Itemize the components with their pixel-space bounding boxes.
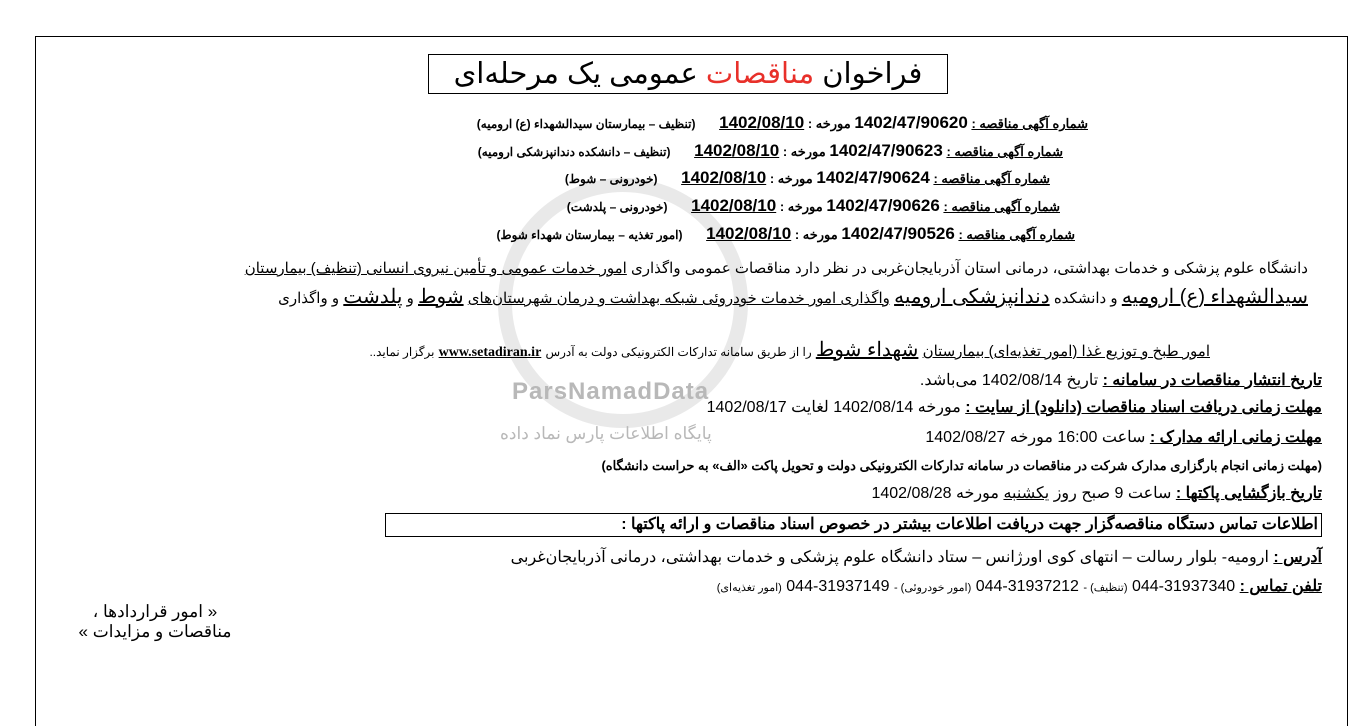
notice-date-label: مورخه : (779, 199, 823, 214)
contact-box-title: اطلاعات تماس دستگاه مناقصه‌گزار جهت دریافت اطلاعات بیشتر در خصوص اسناد مناقصات و ارائه پاکتها : (385, 513, 1322, 537)
notice-label: شماره آگهی مناقصه : (943, 199, 1060, 214)
phone-2: 31937212-044 (975, 578, 1079, 595)
notice-row (567, 196, 1060, 216)
notice-desc: (خودرونی – پلدشت) (566, 200, 668, 214)
paragraph-hospital: سیدالشهداء (ع) ارومیه (1121, 286, 1308, 308)
paragraph-text: و واگذاری (278, 290, 340, 307)
paragraph-text: و دانشکده (1053, 290, 1118, 307)
paragraph-line-3 (369, 337, 1210, 362)
opening-value: ساعت 9 صبح روز (1053, 485, 1172, 502)
download-value: مورخه 1402/08/14 لغایت 1402/08/17 (706, 399, 961, 416)
watermark-text-en: ParsNamadData (512, 378, 710, 405)
page-title (428, 54, 948, 94)
notice-desc: (امور تغذیه – بیمارستان شهداء شوط) (496, 228, 683, 242)
paragraph-text: و (406, 290, 414, 307)
paragraph-underlined: واگذاری امور خدمات خودروئی شبکه بهداشت و درمان شهرستان‌های (467, 290, 890, 307)
paragraph-shout: شوط (418, 286, 464, 308)
address-label: آدرس : (1273, 549, 1322, 566)
notice-date-label: مورخه : (782, 144, 826, 159)
submit-value: ساعت 16:00 مورخه 1402/08/27 (925, 429, 1146, 446)
paragraph-underlined: امور خدمات عمومی و تأمین نیروی انسانی (تنظیف) بیمارستان (244, 260, 627, 277)
notice-date: 1402/08/10 (691, 196, 777, 215)
notice-desc: (خودرونی – شوط) (564, 172, 658, 186)
title-highlight: مناقصات (705, 58, 815, 90)
notice-row (565, 168, 1050, 188)
notice-row (496, 224, 1075, 244)
notice-number: 1402/47/90526 (841, 224, 955, 243)
notice-date-label: مورخه : (807, 116, 851, 131)
paragraph-underlined: امور طبخ و توزیع غذا (امور تغذیه‌ای) بیمارستان (922, 343, 1210, 360)
watermark-text-fa: پایگاه اطلاعات پارس نماد داده (500, 424, 712, 443)
notice-date: 1402/08/10 (706, 224, 792, 243)
notice-desc: (تنظیف – بیمارستان سیدالشهداء (ع) ارومیه) (476, 117, 696, 131)
notice-row (477, 113, 1088, 133)
opening-row (871, 483, 1322, 503)
notice-label: شماره آگهی مناقصه : (958, 227, 1075, 242)
paragraph-hospital-shout: شهداء شوط (815, 339, 919, 361)
notice-date: 1402/08/10 (681, 168, 767, 187)
phone-3-note: (امور تغذیه‌ای) (716, 582, 782, 594)
submit-note: (مهلت زمانی انجام بارگزاری مدارک شرکت در مناقصات در سامانه تدارکات الکترونیکی دولت و تحویل پاکت «الف» به حراست دانشگاه) (601, 458, 1322, 473)
notice-label: شماره آگهی مناقصه : (946, 144, 1063, 159)
footer-signature: « امور قراردادها ، مناقصات و مزایدات » (78, 602, 232, 641)
opening-day: یکشنبه (1003, 485, 1050, 502)
submit-label: مهلت زمانی ارائه مدارک : (1149, 429, 1322, 446)
address-value: ارومیه- بلوار رسالت – انتهای کوی اورژانس – ستاد دانشگاه علوم پزشکی و خدمات بهداشتی، درمانی آذربایجان‌غربی (510, 549, 1269, 566)
address-row (511, 547, 1322, 567)
phone-row (717, 576, 1322, 596)
phone-3: 31937149-044 (786, 578, 890, 595)
title-suffix: عمومی یک مرحله‌ای (453, 58, 698, 90)
paragraph-line-2 (278, 284, 1308, 309)
notice-number: 1402/47/90623 (829, 141, 943, 160)
notice-label: شماره آگهی مناقصه : (971, 116, 1088, 131)
paragraph-text: دانشگاه علوم پزشکی و خدمات بهداشتی، درمانی استان آذربایجان‌غربی در نظر دارد مناقصات عمومی واگذاری (631, 260, 1308, 277)
paragraph-poldasht: پلدشت (343, 286, 403, 308)
opening-date: مورخه 1402/08/28 (871, 485, 999, 502)
download-row (707, 397, 1322, 417)
notice-date-label: مورخه : (794, 227, 838, 242)
notice-number: 1402/47/90624 (816, 168, 930, 187)
paragraph-text: برگزار نماید.. (369, 345, 435, 359)
notice-number: 1402/47/90620 (854, 113, 968, 132)
notice-label: شماره آگهی مناقصه : (933, 171, 1050, 186)
publish-value: تاریخ 1402/08/14 می‌باشد. (919, 372, 1099, 389)
notice-date-label: مورخه : (769, 171, 813, 186)
paragraph-dental: دندانپزشکی ارومیه (894, 286, 1050, 308)
paragraph-text: را از طریق سامانه تدارکات الکترونیکی دولت به آدرس (545, 345, 812, 359)
phone-1-note: (تنظیف) - (1083, 582, 1128, 594)
opening-label: تاریخ بازگشایی پاکتها : (1175, 485, 1322, 502)
notice-date: 1402/08/10 (694, 141, 780, 160)
phone-2-note: (امور خودروئی) - (893, 582, 972, 594)
phone-label: تلفن تماس : (1239, 578, 1322, 595)
website-link[interactable]: www.setadiran.ir (438, 345, 542, 360)
notice-row (478, 141, 1063, 161)
phone-1: 31937340-044 (1131, 578, 1236, 595)
notice-date: 1402/08/10 (719, 113, 805, 132)
notice-desc: (تنظیف – دانشکده دندانپزشکی ارومیه) (477, 145, 671, 159)
notice-number: 1402/47/90626 (826, 196, 940, 215)
download-label: مهلت زمانی دریافت اسناد مناقصات (دانلود) از سایت : (965, 399, 1322, 416)
submit-row (925, 427, 1322, 447)
paragraph-line-1 (245, 259, 1308, 277)
publish-label: تاریخ انتشار مناقصات در سامانه : (1102, 372, 1322, 389)
title-prefix: فراخوان (822, 58, 923, 90)
publish-date-row (920, 370, 1322, 390)
